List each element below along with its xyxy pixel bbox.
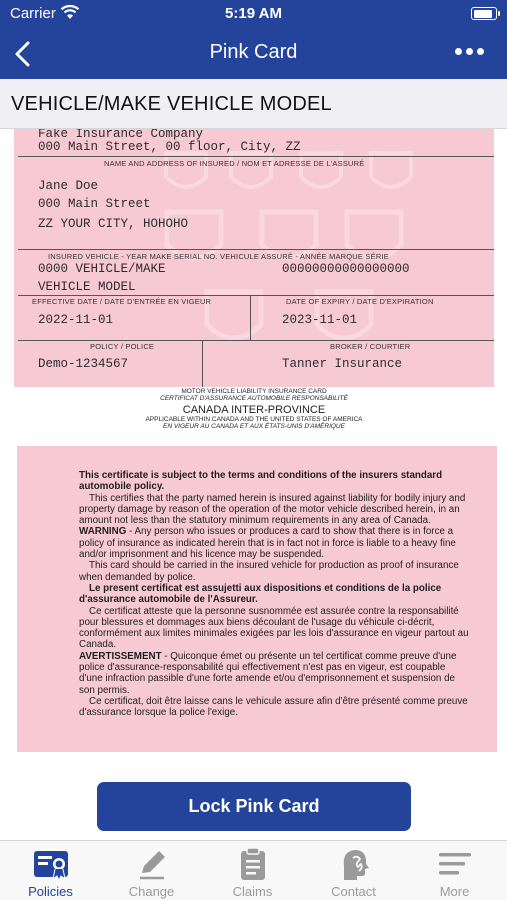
insured-label: NAME AND ADDRESS OF INSURED / NOM ET ADRESSE DE L'ASSURÉ bbox=[104, 159, 365, 168]
battery-icon bbox=[471, 7, 497, 20]
terms-paragraph bbox=[79, 526, 469, 560]
terms-warning-text: - Any person who issues or produces a card to show that there is in force a policy of insurance as indicated herein that is in fact not in force is liable to a heavy fine and/or imprisonment and his licence may be suspended. bbox=[79, 526, 456, 561]
broker-label: BROKER / COURTIER bbox=[330, 342, 411, 351]
insured-city: ZZ YOUR CITY, HOHOHO bbox=[38, 217, 189, 231]
terms-paragraph: This certificate is subject to the terms and conditions of the insurers standard automobile policy. bbox=[79, 470, 443, 493]
vehicle-title: VEHICLE/MAKE VEHICLE MODEL bbox=[11, 93, 332, 115]
clipboard-icon bbox=[235, 847, 271, 881]
tab-bar bbox=[0, 840, 507, 900]
tab-policies[interactable] bbox=[0, 841, 101, 901]
tab-label: More bbox=[439, 884, 470, 899]
crest-watermark bbox=[369, 151, 413, 195]
divider bbox=[18, 156, 494, 157]
card-footer bbox=[14, 388, 494, 430]
terms-warning-label: WARNING bbox=[79, 526, 127, 538]
vehicle-header bbox=[0, 79, 507, 129]
vehicle-serial: 00000000000000000 bbox=[282, 262, 410, 276]
page-title: Pink Card bbox=[209, 41, 298, 63]
crest-watermark bbox=[164, 151, 208, 195]
divider bbox=[250, 295, 251, 340]
terms-paragraph: Ce certificat, doit être laisse cans le vehicule assure afin d'être présenté comme preuve d'assurance lorsque la police l'exige. bbox=[79, 695, 468, 719]
policy-label: POLICY / POLICE bbox=[90, 342, 155, 351]
insured-street: 000 Main Street bbox=[38, 197, 151, 211]
company-address: 000 Main Street, 00 floor, City, ZZ bbox=[38, 140, 301, 154]
crest-watermark bbox=[229, 151, 273, 195]
footer-line: APPLICABLE WITHIN CANADA AND THE UNITED STATES OF AMERICA bbox=[145, 416, 363, 423]
pencil-icon bbox=[134, 847, 170, 881]
status-bar bbox=[0, 0, 507, 28]
divider bbox=[18, 295, 494, 296]
effective-date: 2022-11-01 bbox=[38, 313, 114, 327]
tab-label: Policies bbox=[28, 884, 73, 899]
lock-pink-card-button[interactable]: Lock Pink Card bbox=[97, 782, 411, 831]
vehicle-label: INSURED VEHICLE - YEAR MAKE SERIAL NO. VEHICULE ASSURÉ - ANNÉE MARQUE SÉRIE bbox=[48, 252, 389, 261]
company-name: Fake Insurance Company bbox=[38, 129, 204, 141]
menu-icon bbox=[437, 847, 473, 881]
divider bbox=[202, 340, 203, 387]
terms-paragraph: This certifies that the party named herein is insured against liability for bodily injury and property damage by reason of the operation of the motor vehicle described herein, in an amount not less than the statutory minimum requirements in any area of Canada. bbox=[79, 492, 466, 527]
carrier-label: Carrier bbox=[10, 5, 56, 22]
vehicle-model: VEHICLE MODEL bbox=[38, 280, 136, 294]
terms-paragraph bbox=[79, 651, 469, 696]
broker-name: Tanner Insurance bbox=[282, 357, 403, 371]
terms-paragraph: Ce certificat atteste que la personne susnommée est assurée contre la responsabilité pour blessures et dommages aux biens découlant de l'usage du véhicule ci-décrit, conformément aux limites minimales exigées par les lois d'assurance en vigeur partout au Canada. bbox=[79, 605, 469, 651]
effective-label: EFFECTIVE DATE / DATE D'ENTRÉE EN VIGEUR bbox=[32, 297, 212, 306]
terms-panel bbox=[17, 446, 497, 752]
insured-name: Jane Doe bbox=[38, 179, 99, 193]
terms-paragraph: This card should be carried in the insured vehicle for production as proof of insurance when demanded by police. bbox=[79, 560, 459, 583]
terms-paragraph: Le present certificat est assujetti aux dispositions et conditions de la police d'assurance automobile de l'Assureur. bbox=[79, 582, 442, 606]
terms-avertissement-text: - Quiconque émet ou présente un tel certificat comme preuve d'une police d'assurance-responsabilité qui effectivement n'est pas en vigeur, est coupable d'une infraction passible d'une forte amende et/ou d'emprisonnement et suspension de son permis. bbox=[79, 650, 457, 696]
nav-bar bbox=[0, 28, 507, 79]
tab-label: Claims bbox=[232, 884, 273, 899]
footer-title: CANADA INTER-PROVINCE bbox=[182, 404, 326, 416]
vehicle-make: 0000 VEHICLE/MAKE bbox=[38, 262, 166, 276]
footer-line: CERTIFICAT D'ASSURANCE AUTOMOBILE RESPONSABILITÉ bbox=[160, 395, 348, 402]
crest-watermark bbox=[299, 151, 343, 195]
tab-contact[interactable] bbox=[303, 841, 404, 901]
pink-card bbox=[14, 129, 494, 387]
footer-line: MOTOR VEHICLE LIABILITY INSURANCE CARD bbox=[181, 388, 327, 395]
tab-claims[interactable] bbox=[202, 841, 303, 901]
footer-line: EN VIGEUR AU CANADA ET AUX ÉTATS-UNIS D'AMÉRIQUE bbox=[163, 423, 345, 430]
tab-more[interactable] bbox=[404, 841, 505, 901]
terms-avertissement-label: AVERTISSEMENT bbox=[79, 650, 162, 662]
expiry-label: DATE OF EXPIRY / DATE D'EXPIRATION bbox=[286, 297, 434, 306]
policy-number: Demo-1234567 bbox=[38, 357, 129, 371]
divider bbox=[18, 249, 494, 250]
expiry-date: 2023-11-01 bbox=[282, 313, 358, 327]
divider bbox=[18, 340, 494, 341]
more-options-icon[interactable] bbox=[455, 48, 485, 58]
contact-icon bbox=[336, 847, 372, 881]
status-time: 5:19 AM bbox=[225, 5, 282, 22]
tab-label: Contact bbox=[331, 884, 376, 899]
tab-change[interactable] bbox=[101, 841, 202, 901]
tab-label: Change bbox=[128, 884, 175, 899]
policies-icon bbox=[33, 847, 69, 881]
